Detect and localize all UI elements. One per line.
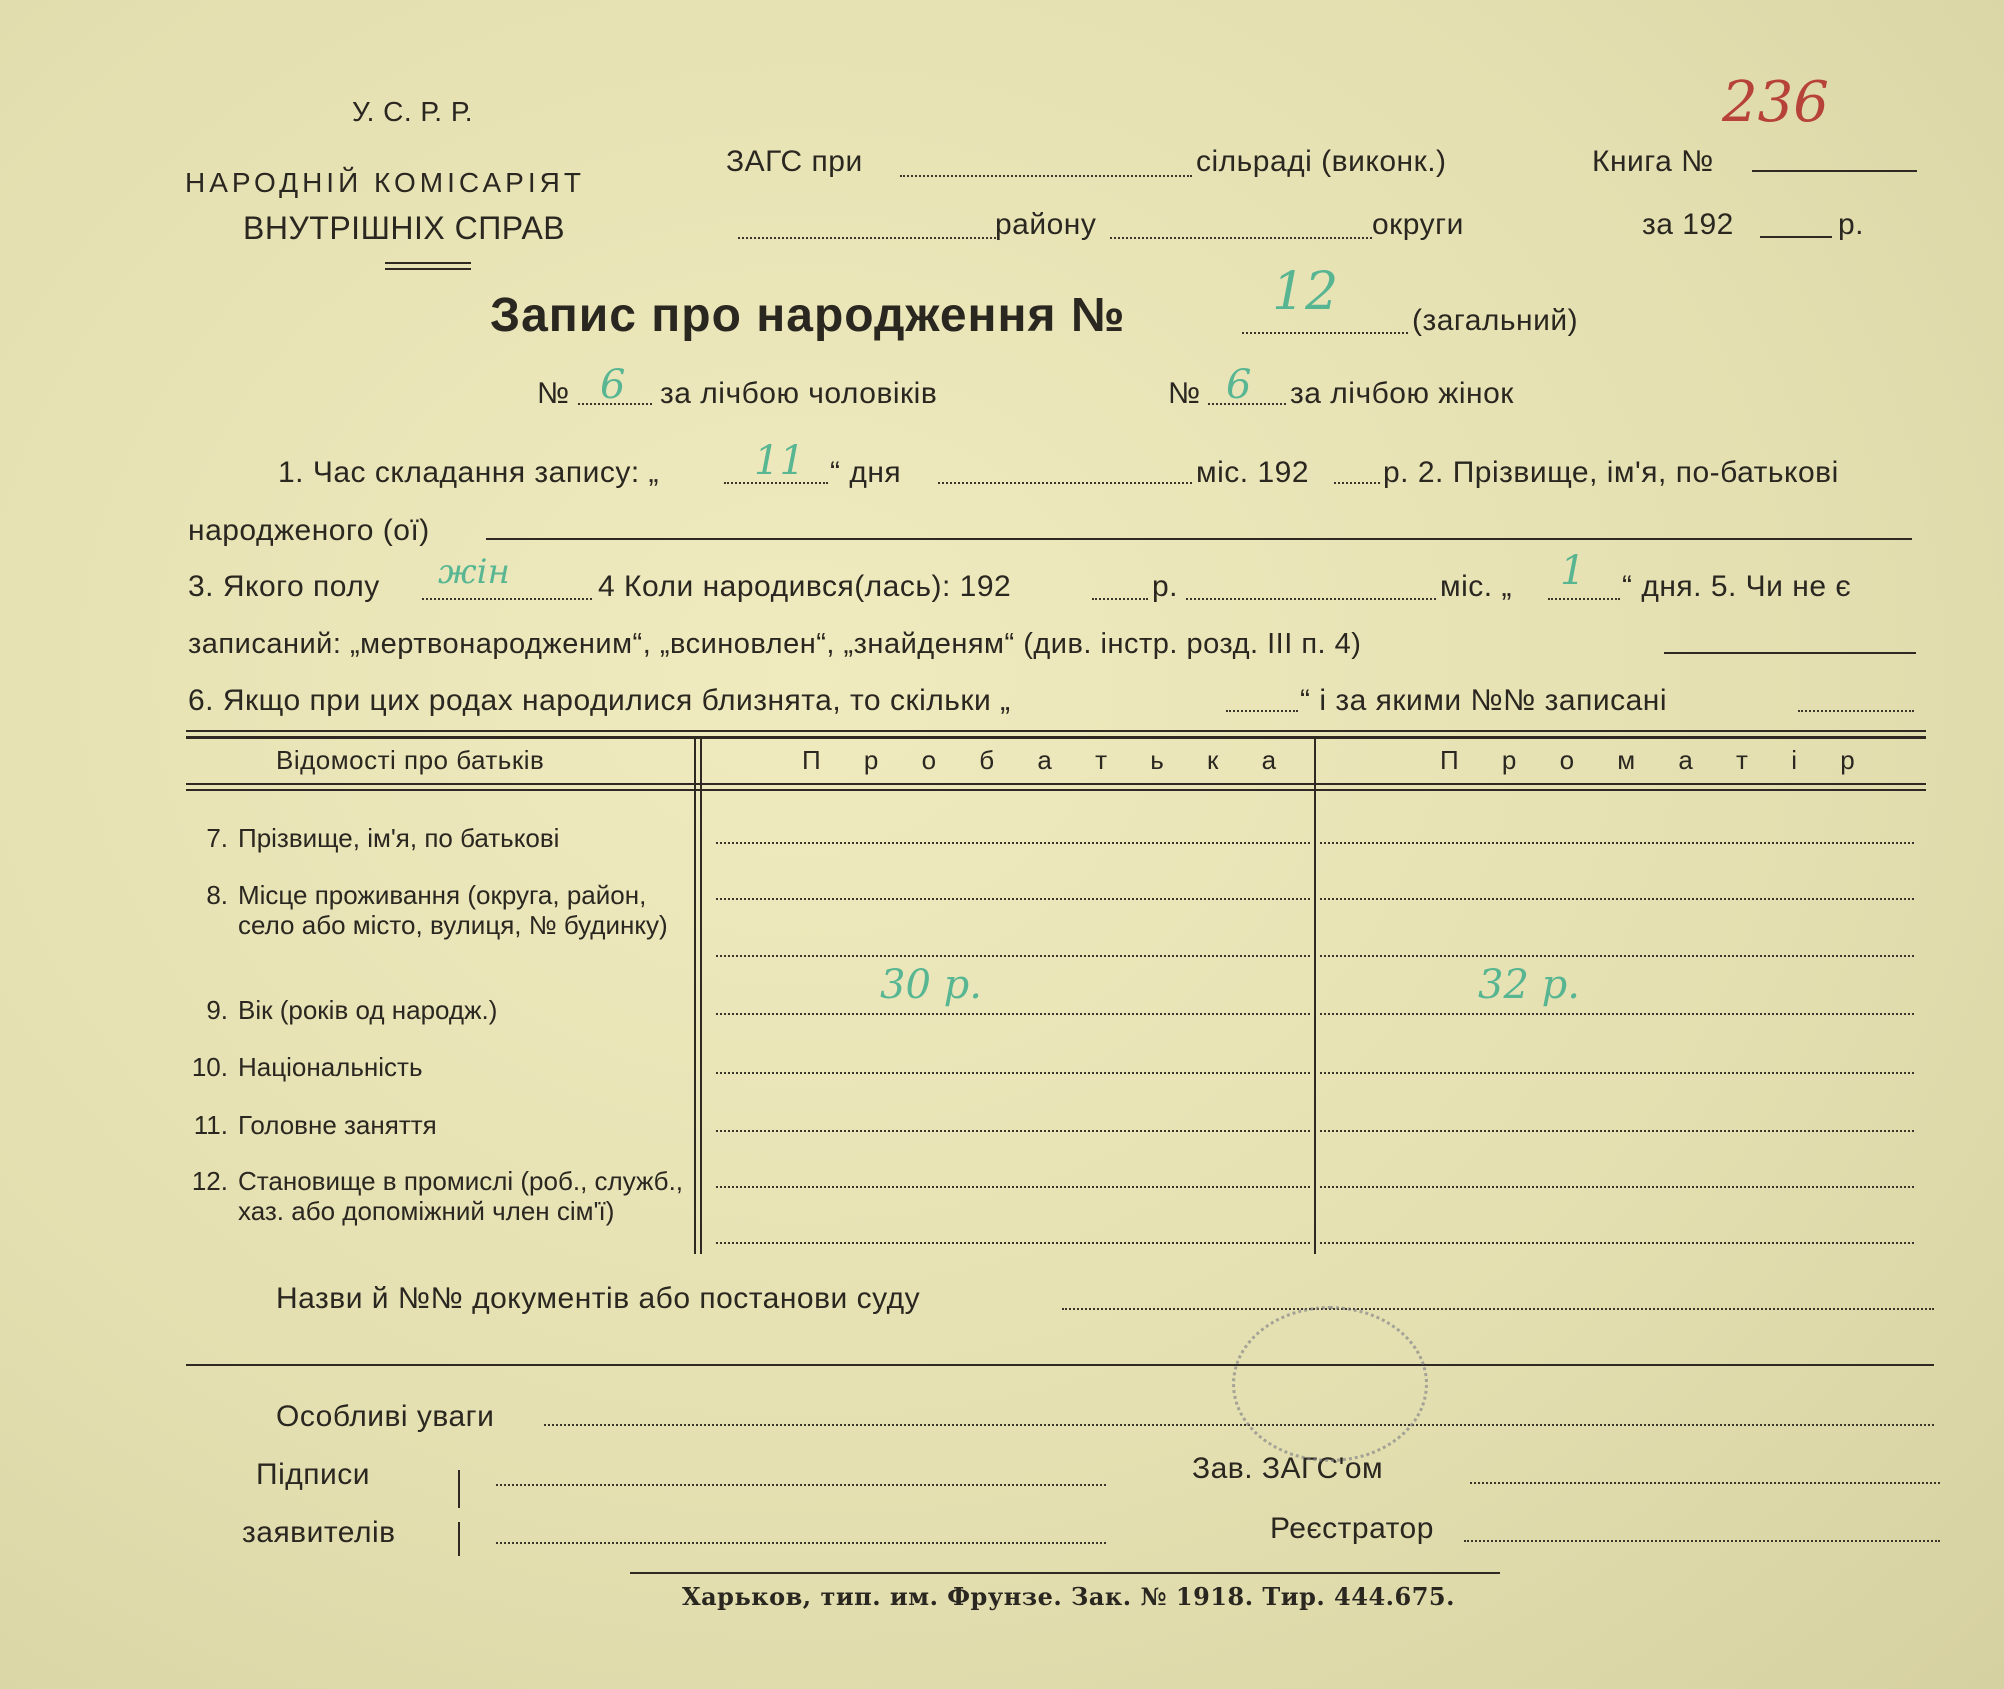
birth-month-field <box>1186 598 1436 600</box>
year-line <box>1760 236 1832 238</box>
field3-label: 3. Якого полу <box>188 570 380 603</box>
mother-name-line <box>1320 842 1914 844</box>
footer-rule <box>630 1572 1500 1574</box>
documents-second-line <box>186 1364 1934 1366</box>
mother-nationality-line <box>1320 1072 1914 1074</box>
registrar-label: Реєстратор <box>1270 1512 1434 1545</box>
record-title: Запис про народження № <box>490 289 1126 342</box>
father-status-line <box>716 1242 1310 1244</box>
name-label: народженого (ої) <box>188 514 430 547</box>
women-count-prefix: № <box>1168 377 1201 410</box>
remarks-label: Особливі уваги <box>276 1400 495 1433</box>
mother-residence-line <box>1320 955 1914 957</box>
registrar-signature-line <box>1464 1540 1940 1542</box>
field5-line: записаний: „мертвонародженим“, „всиновлен“, „знайденям“ (див. інстр. розд. III п. 4) <box>188 628 1362 660</box>
book-number-handwritten: 236 <box>1722 70 1829 135</box>
father-residence-line <box>716 955 1310 957</box>
table-col-divider <box>1314 736 1316 1254</box>
men-count-label: за лічбою чоловіків <box>660 377 938 410</box>
zags-council-field <box>900 175 1192 177</box>
table-col-mother: П р о м а т і р <box>1440 745 1873 775</box>
field4-month-suffix: міс. „ <box>1440 570 1512 603</box>
signatures-bracket <box>458 1470 460 1508</box>
field1-month-field <box>938 482 1192 484</box>
mother-residence-line <box>1320 898 1914 900</box>
sex-handwritten: жін <box>438 552 510 592</box>
table-top-rule <box>186 736 1926 739</box>
remarks-field <box>544 1424 1934 1426</box>
title-suffix: (загальний) <box>1412 304 1579 337</box>
okrug-label: округи <box>1372 208 1464 241</box>
men-count-prefix: № <box>537 377 570 410</box>
table-col-divider <box>700 736 702 1254</box>
women-count-label: за лічбою жінок <box>1290 377 1514 410</box>
applicant-signature-line <box>496 1484 1106 1486</box>
printer-line: Харьков, тип. им. Фрунзе. Зак. № 1918. Тир. 444.675. <box>682 1582 1455 1611</box>
record-number-field <box>1242 332 1408 334</box>
father-age-handwritten: 30 р. <box>880 962 982 1008</box>
twins-count-field <box>1226 710 1298 712</box>
mother-status-line <box>1320 1242 1914 1244</box>
documents-label: Назви й №№ документів або постанови суду <box>276 1282 921 1315</box>
year-suffix: р. <box>1838 208 1865 241</box>
raion-field <box>738 237 996 239</box>
field6-line: 6. Якщо при цих родах народилися близнята, то скільки „ <box>188 684 1011 717</box>
table-row-label: 11. Головне заняття <box>193 1110 437 1140</box>
commissariat-line1: НАРОДНІЙ КОМІСАРІЯТ <box>185 167 585 198</box>
okrug-field <box>1110 237 1372 239</box>
record-number-handwritten: 12 <box>1272 262 1339 322</box>
commissariat-line2: ВНУТРІШНІХ СПРАВ <box>243 210 566 246</box>
zags-suffix: сільраді (виконк.) <box>1196 145 1447 178</box>
book-label: Книга № <box>1592 145 1714 178</box>
header-rule <box>385 268 471 270</box>
field4-label: 4 Коли народився(лась): 192 <box>598 570 1012 603</box>
men-count-handwritten: 6 <box>600 362 626 408</box>
year-prefix: за 192 <box>1642 208 1734 241</box>
zags-head-label: Зав. ЗАГС'ом <box>1192 1452 1384 1485</box>
table-row-label: 7. Прізвище, ім'я, по батькові <box>206 823 560 853</box>
table-col-father: П р о б а т ь к а <box>802 745 1295 775</box>
republic-heading: У. С. Р. Р. <box>352 96 474 127</box>
field4-year-suffix: р. <box>1152 570 1179 603</box>
mother-occupation-line <box>1320 1130 1914 1132</box>
sex-field <box>422 598 592 600</box>
district-label: району <box>995 208 1097 241</box>
field1-label: 1. Час складання запису: „ <box>278 456 660 489</box>
office-stamp <box>1232 1306 1428 1462</box>
birth-day-handwritten: 1 <box>1560 548 1586 594</box>
field1-year-suffix: р. 2. Прізвище, ім'я, по-батькові <box>1383 456 1839 489</box>
field1-day-label: “ дня <box>830 456 902 489</box>
book-number-line <box>1752 170 1917 172</box>
table-row-label: 8. Місце проживання (округа, район, село або місто, вулиця, № будинку) <box>206 880 668 940</box>
header-rule <box>385 262 471 264</box>
field4-day-suffix: “ дня. 5. Чи не є <box>1622 570 1852 603</box>
mother-status-line <box>1320 1186 1914 1188</box>
mother-age-line <box>1320 1013 1914 1015</box>
table-col-info: Відомості про батьків <box>276 745 545 775</box>
documents-field <box>1062 1308 1934 1310</box>
birth-day-field <box>1548 598 1620 600</box>
twins-numbers-field <box>1798 710 1914 712</box>
table-row-label: 9. Вік (років од народж.) <box>206 995 498 1025</box>
zags-head-signature-line <box>1470 1482 1940 1484</box>
father-residence-line <box>716 898 1310 900</box>
father-age-line <box>716 1013 1310 1015</box>
field6-suffix: “ і за якими №№ записані <box>1300 684 1668 717</box>
table-col-divider <box>694 736 696 1254</box>
father-status-line <box>716 1186 1310 1188</box>
table-header-rule <box>186 783 1926 785</box>
field1-month-label: міс. 192 <box>1196 456 1310 489</box>
father-name-line <box>716 842 1310 844</box>
birth-year-field <box>1092 598 1148 600</box>
table-row-label: 10. Національність <box>191 1052 423 1082</box>
signatures-label-line2: заявителів <box>242 1516 396 1549</box>
table-row-label: 12. Становище в промислі (роб., служб., хаз. або допоміжний член сім'ї) <box>191 1166 684 1226</box>
applicant-signature-line <box>496 1542 1106 1544</box>
mother-age-handwritten: 32 р. <box>1478 962 1580 1008</box>
father-occupation-line <box>716 1130 1310 1132</box>
child-name-line <box>486 538 1912 540</box>
zags-prefix: ЗАГС при <box>726 145 863 178</box>
field1-year-field <box>1334 482 1380 484</box>
table-header-rule <box>186 789 1926 791</box>
field5-answer-line <box>1664 652 1916 654</box>
table-top-rule <box>186 730 1926 732</box>
women-count-handwritten: 6 <box>1226 362 1252 408</box>
field1-day-handwritten: 11 <box>754 438 805 484</box>
signatures-label-line1: Підписи <box>256 1458 370 1491</box>
signatures-bracket <box>458 1522 460 1556</box>
father-nationality-line <box>716 1072 1310 1074</box>
